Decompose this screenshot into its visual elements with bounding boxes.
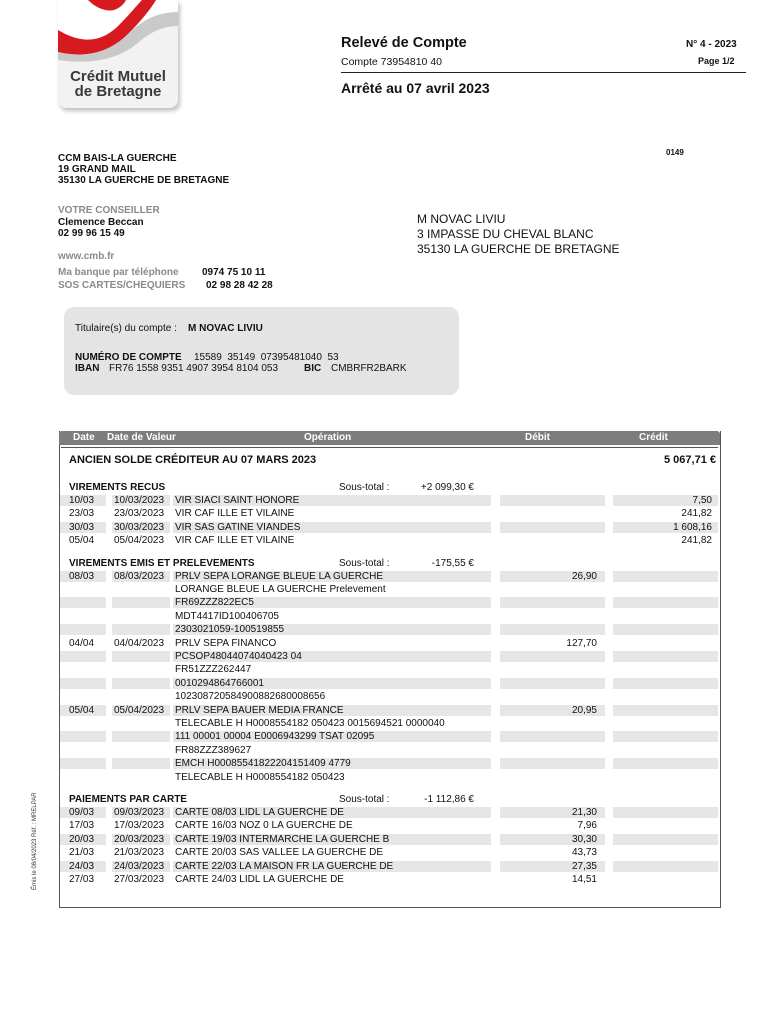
row-operation: 0010294864766001 bbox=[175, 677, 264, 689]
row-operation: VIR SAS GATINE VIANDES bbox=[175, 521, 301, 533]
row-debit: 14,51 bbox=[571, 874, 597, 885]
iban-label: IBAN bbox=[75, 363, 100, 374]
row-operation: FR51ZZZ262447 bbox=[175, 664, 252, 676]
row-value-date: 20/03/2023 bbox=[114, 833, 165, 845]
row-operation: MDT4417ID100406705 bbox=[175, 610, 279, 622]
row-operation: CARTE 16/03 NOZ 0 LA GUERCHE DE bbox=[175, 820, 353, 832]
row-debit: 7,96 bbox=[577, 820, 597, 832]
section-label: PAIEMENTS PAR CARTE bbox=[69, 794, 187, 805]
section-row bbox=[60, 481, 718, 494]
table-row bbox=[60, 663, 718, 676]
bic-value: CMBRFR2BARK bbox=[331, 363, 407, 374]
table-row bbox=[60, 704, 718, 717]
row-date: 05/04 bbox=[69, 535, 95, 547]
bank-website[interactable]: www.cmb.fr bbox=[58, 251, 115, 262]
row-operation: CARTE 08/03 LIDL LA GUERCHE DE bbox=[175, 807, 344, 818]
table-row bbox=[60, 873, 718, 886]
row-debit: 26,90 bbox=[571, 570, 597, 582]
agency-line3: 35130 LA GUERCHE DE BRETAGNE bbox=[58, 175, 230, 186]
subtotal-label: Sous-total : bbox=[339, 557, 390, 569]
col-operation: Opération bbox=[304, 432, 352, 443]
row-value-date: 10/03/2023 bbox=[114, 495, 165, 506]
branch-code: 0149 bbox=[666, 148, 684, 157]
subtotal-value: -175,55 € bbox=[431, 557, 474, 569]
table-row bbox=[60, 833, 718, 846]
row-operation: VIR CAF ILLE ET VILAINE bbox=[175, 508, 295, 520]
statement-title: Relevé de Compte bbox=[341, 35, 467, 51]
holder-label: Titulaire(s) du compte : bbox=[75, 323, 177, 334]
row-value-date: 05/04/2023 bbox=[114, 704, 165, 716]
bic-label: BIC bbox=[304, 363, 322, 374]
account-number-label: NUMÉRO DE COMPTE bbox=[75, 352, 182, 363]
issue-reference: Émis le 08/04/2023 Réf. : MRELPAR bbox=[32, 792, 38, 890]
subtotal-value: -1 112,86 € bbox=[424, 794, 474, 805]
row-operation: PRLV SEPA FINANCO bbox=[175, 637, 277, 649]
row-date: 05/04 bbox=[69, 704, 95, 716]
table-row bbox=[60, 819, 718, 832]
row-date: 24/03 bbox=[69, 860, 95, 872]
row-operation: CARTE 19/03 INTERMARCHE LA GUERCHE B bbox=[175, 833, 390, 845]
row-operation: LORANGE BLEUE LA GUERCHE Prelevement bbox=[175, 584, 386, 595]
row-debit: 127,70 bbox=[566, 637, 597, 649]
account-ref: Compte 73954810 40 bbox=[341, 56, 442, 68]
row-operation: 10230872058490088268000​8656 bbox=[175, 691, 326, 703]
table-row bbox=[60, 860, 718, 873]
row-debit: 21,30 bbox=[571, 807, 597, 818]
row-debit: 43,73 bbox=[571, 847, 597, 859]
opening-balance-amount: 5 067,71 € bbox=[664, 454, 716, 466]
row-date: 21/03 bbox=[69, 847, 95, 859]
table-row bbox=[60, 744, 718, 757]
section-label: VIREMENTS RECUS bbox=[69, 482, 166, 493]
row-credit: 1 608,16 bbox=[673, 521, 712, 533]
row-operation: PCSOP48044074040423 04 bbox=[175, 651, 302, 662]
row-date: 10/03 bbox=[69, 495, 95, 506]
row-date: 30/03 bbox=[69, 521, 95, 533]
table-row bbox=[60, 583, 718, 596]
iban-value: FR76 1558 9351 4907 3954 8104 053 bbox=[109, 363, 279, 374]
advisor-label: VOTRE CONSEILLER bbox=[58, 205, 160, 216]
row-operation: VIR CAF ILLE ET VILAINE bbox=[175, 535, 295, 547]
row-debit: 30,30 bbox=[571, 833, 597, 845]
table-row bbox=[60, 610, 718, 623]
col-date: Date bbox=[73, 432, 95, 443]
table-row bbox=[60, 521, 718, 534]
row-value-date: 17/03/2023 bbox=[114, 820, 165, 832]
agency-line1: CCM BAIS-LA GUERCHE bbox=[58, 153, 177, 164]
page-number: Page 1/2 bbox=[698, 56, 735, 66]
customer-name: M NOVAC LIVIU bbox=[417, 212, 506, 226]
row-credit: 241,82 bbox=[681, 508, 712, 520]
agency-line2: 19 GRAND MAIL bbox=[58, 164, 136, 175]
row-operation: FR69ZZZ822EC5 bbox=[175, 597, 254, 609]
row-date: 20/03 bbox=[69, 833, 95, 845]
table-row bbox=[60, 596, 718, 609]
row-operation: FR88ZZZ389627 bbox=[175, 744, 252, 756]
row-value-date: 23/03/2023 bbox=[114, 508, 165, 520]
row-operation: TELECABLE H H0008554182 050423 0015694521 0000040 bbox=[175, 718, 445, 729]
row-value-date: 27/03/2023 bbox=[114, 874, 165, 885]
row-value-date: 21/03/2023 bbox=[114, 847, 165, 859]
row-date: 04/04 bbox=[69, 637, 95, 649]
opening-balance-label: ANCIEN SOLDE CRÉDITEUR AU 07 MARS 2023 bbox=[69, 454, 317, 466]
advisor-name: Clemence Beccan bbox=[58, 217, 144, 228]
logo-text-line2: de Bretagne bbox=[74, 83, 162, 100]
account-number-value: 15589 35149 07395481040 53 bbox=[194, 352, 339, 363]
tel-value: 0974 75 10 11 bbox=[202, 267, 266, 278]
sos-label: SOS CARTES/CHEQUIERS bbox=[58, 280, 186, 291]
row-date: 08/03 bbox=[69, 570, 95, 582]
table-row bbox=[60, 494, 718, 507]
row-operation: VIR SIACI SAINT HONORE bbox=[175, 495, 300, 506]
logo-text-line1: Crédit Mutuel bbox=[70, 68, 166, 85]
col-valeur: Date de Valeur bbox=[107, 432, 176, 443]
table-row bbox=[60, 677, 718, 690]
row-date: 09/03 bbox=[69, 807, 95, 818]
table-row bbox=[60, 846, 718, 859]
row-value-date: 24/03/2023 bbox=[114, 860, 165, 872]
table-row bbox=[60, 507, 718, 520]
row-operation: 111 00001 00004 E0006943299 TSAT 02095 bbox=[175, 731, 375, 743]
subtotal-value: +2 099,30 € bbox=[420, 482, 474, 493]
table-row bbox=[60, 717, 718, 730]
row-value-date: 04/04/2023 bbox=[114, 637, 165, 649]
holder-value: M NOVAC LIVIU bbox=[188, 323, 263, 334]
row-debit: 20,95 bbox=[571, 704, 597, 716]
subtotal-label: Sous-total : bbox=[339, 794, 390, 805]
table-row bbox=[60, 690, 718, 703]
customer-city: 35130 LA GUERCHE DE BRETAGNE bbox=[417, 242, 620, 256]
row-credit: 7,50 bbox=[692, 495, 712, 506]
header-separator bbox=[61, 447, 718, 448]
section-label: VIREMENTS EMIS ET PRELEVEMENTS bbox=[69, 557, 255, 569]
table-row bbox=[60, 806, 718, 819]
row-operation: CARTE 22/03 LA MAISON FR LA GUERCHE DE bbox=[175, 860, 394, 872]
sos-value: 02 98 28 42 28 bbox=[206, 280, 273, 291]
row-value-date: 08/03/2023 bbox=[114, 570, 165, 582]
row-credit: 241,82 bbox=[681, 535, 712, 547]
row-operation: TELECABLE H H0008554182 050423 bbox=[175, 771, 345, 783]
table-row bbox=[60, 534, 718, 547]
customer-street: 3 IMPASSE DU CHEVAL BLANC bbox=[417, 227, 594, 241]
table-row bbox=[60, 637, 718, 650]
advisor-phone: 02 99 96 15 49 bbox=[58, 228, 125, 239]
tel-label: Ma banque par téléphone bbox=[58, 267, 179, 278]
col-debit: Débit bbox=[525, 432, 550, 443]
account-info-box bbox=[64, 307, 459, 395]
row-value-date: 05/04/2023 bbox=[114, 535, 165, 547]
row-value-date: 30/03/2023 bbox=[114, 521, 165, 533]
statement-number: N° 4 - 2023 bbox=[686, 39, 737, 50]
section-row bbox=[60, 557, 718, 570]
row-debit: 27,35 bbox=[571, 860, 597, 872]
row-operation: PRLV SEPA LORANGE BLEUE LA GUERCHE bbox=[175, 570, 384, 582]
table-row bbox=[60, 757, 718, 770]
row-operation: CARTE 24/03 LIDL LA GUERCHE DE bbox=[175, 874, 344, 885]
subtotal-label: Sous-total : bbox=[339, 482, 390, 493]
table-row bbox=[60, 650, 718, 663]
customer-address bbox=[417, 212, 620, 257]
table-row bbox=[60, 730, 718, 743]
row-date: 23/03 bbox=[69, 508, 95, 520]
col-credit: Crédit bbox=[639, 432, 668, 443]
row-operation: 2303021059-100519855 bbox=[175, 624, 284, 636]
row-value-date: 09/03/2023 bbox=[114, 807, 165, 818]
statement-date: Arrêté au 07 avril 2023 bbox=[341, 80, 490, 96]
row-date: 27/03 bbox=[69, 874, 95, 885]
table-row bbox=[60, 771, 718, 784]
header-divider bbox=[341, 72, 746, 73]
table-row bbox=[60, 623, 718, 636]
row-operation: CARTE 20/03 SAS VALLEE LA GUERCHE DE bbox=[175, 847, 384, 859]
row-operation: EMCH H00085541822204151409 4779 bbox=[175, 758, 351, 770]
row-operation: PRLV SEPA BAUER MEDIA FRANCE bbox=[175, 704, 344, 716]
table-row bbox=[60, 570, 718, 583]
agency-address bbox=[58, 153, 229, 186]
section-row bbox=[60, 793, 718, 806]
row-date: 17/03 bbox=[69, 820, 95, 832]
bank-logo bbox=[58, 0, 178, 108]
table-header bbox=[59, 431, 720, 445]
